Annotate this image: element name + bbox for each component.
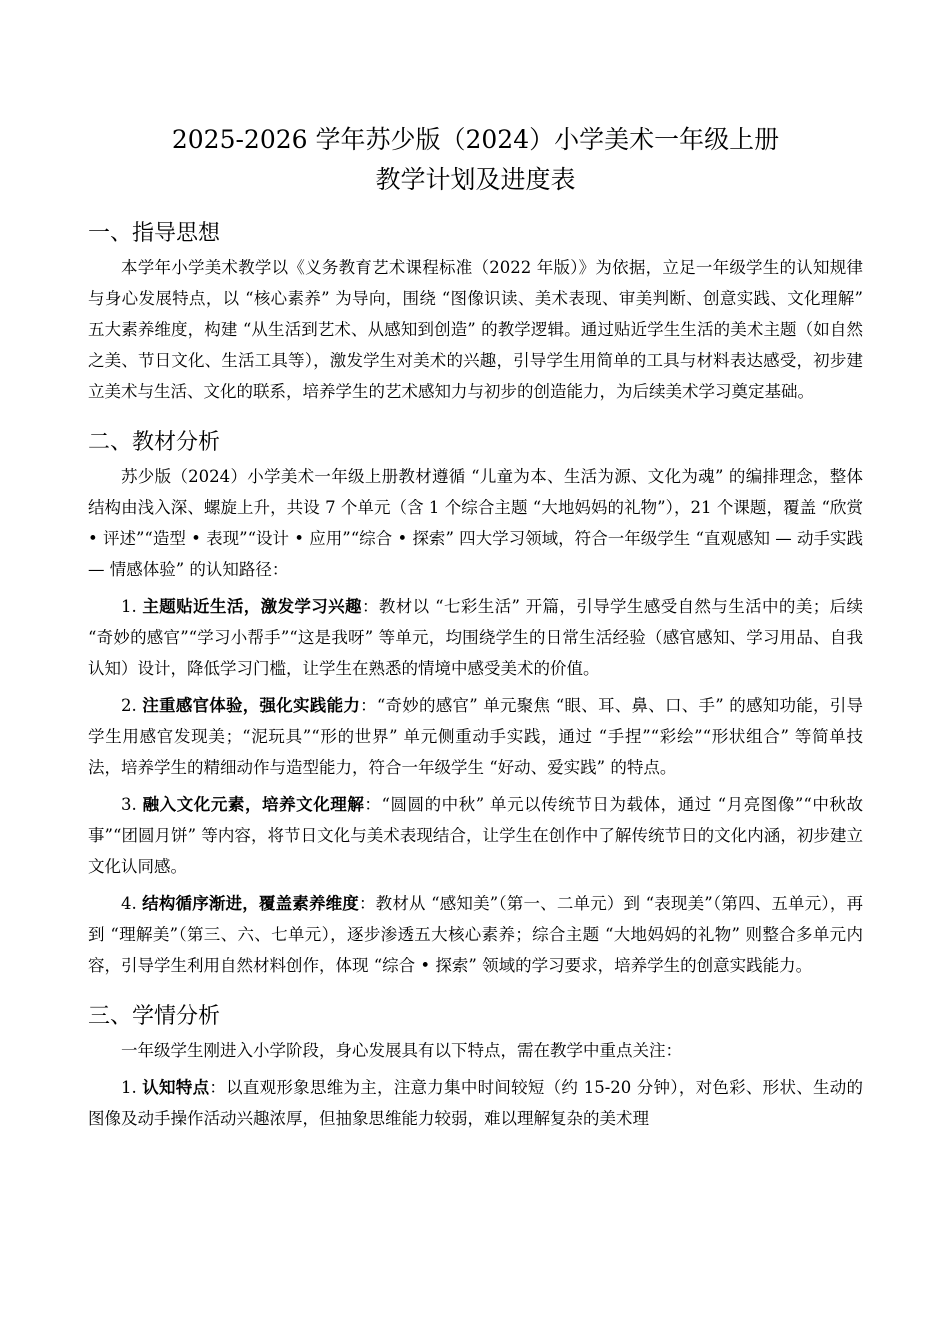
item-bold-title: 注重感官体验，强化实践能力 bbox=[142, 696, 361, 715]
paragraph-textbook-intro: 苏少版（2024）小学美术一年级上册教材遵循 “儿童为本、生活为源、文化为魂” 的编排理念，整体结构由浅入深、螺旋上升，共设 7 个单元（含 1 个综合主题 “大地妈妈的礼物”），21 个课题，覆盖 “欣赏 • 评述”“造型 • 表现”“设计 • 应用”“综合 • 探索” 四大学习领域，符合一年级学生 “直观感知 — 动手实践 — 情感体验” 的认知路径： bbox=[88, 467, 863, 579]
paragraph-student-intro: 一年级学生刚进入小学阶段，身心发展具有以下特点，需在教学中重点关注： bbox=[121, 1041, 682, 1060]
item-text: ：教材以 “七彩生活” 开篇，引导学生感受自然与生活中的美；后续 “奇妙的感官”“学习小帮手”“这是我呀” 等单元，均围绕学生的日常生活经验（感官感知、学习用品、自我认知）设计，降低学习门槛，让学生在熟悉的情境中感受美术的价值。 bbox=[88, 597, 863, 678]
item-text: ：“奇妙的感官” 单元聚焦 “眼、耳、鼻、口、手” 的感知功能，引导学生用感官发现美；“泥玩具”“形的世界” 单元侧重动手实践，通过 “手捏”“彩绘”“形状组合” 等简单技法，培养学生的精细动作与造型能力，符合一年级学生 “好动、爱实践” 的特点。 bbox=[88, 696, 863, 777]
item-number: 1. bbox=[121, 597, 143, 616]
item-bold-title: 结构循序渐进，覆盖素养维度 bbox=[142, 894, 359, 913]
document-title-line-2: 教学计划及进度表 bbox=[375, 165, 576, 194]
list-item bbox=[88, 1072, 863, 1134]
list-item bbox=[88, 789, 863, 882]
item-bold-title: 主题贴近生活，激发学习兴趣 bbox=[142, 597, 362, 616]
item-number: 3. bbox=[121, 795, 143, 814]
item-number: 4. bbox=[121, 894, 143, 913]
section-heading-textbook-analysis: 二、教材分析 bbox=[88, 430, 221, 455]
item-number: 1. bbox=[121, 1078, 143, 1097]
item-text: ：教材从 “感知美”（第一、二单元）到 “表现美”（第四、五单元），再到 “理解美”（第三、六、七单元），逐步渗透五大核心素养；综合主题 “大地妈妈的礼物” 则整合多单元内容，引导学生利用自然材料创作，体现 “综合 • 探索” 领域的学习要求，培养学生的创意实践能力。 bbox=[88, 894, 863, 975]
item-number: 2. bbox=[121, 696, 143, 715]
list-item bbox=[88, 591, 863, 684]
list-item bbox=[88, 690, 863, 783]
document-title-line-1: 2025-2026 学年苏少版（2024）小学美术一年级上册 bbox=[171, 125, 780, 154]
item-bold-title: 认知特点 bbox=[142, 1078, 210, 1097]
item-text: ：“圆圆的中秋” 单元以传统节日为载体，通过 “月亮图像”“中秋故事”“团圆月饼” 等内容，将节日文化与美术表现结合，让学生在创作中了解传统节日的文化内涵，初步建立文化认同感。 bbox=[88, 795, 864, 876]
item-bold-title: 融入文化元素，培养文化理解 bbox=[142, 795, 365, 814]
document-page bbox=[88, 120, 863, 1134]
section-heading-student-analysis: 三、学情分析 bbox=[88, 1004, 221, 1029]
list-item bbox=[88, 888, 863, 981]
section-heading-guiding-ideology: 一、指导思想 bbox=[88, 221, 221, 246]
paragraph-guiding-ideology: 本学年小学美术教学以《义务教育艺术课程标准（2022 年版）》为依据，立足一年级学生的认知规律与身心发展特点，以 “核心素养” 为导向，围绕 “图像识读、美术表现、审美判断、创意实践、文化理解” 五大素养维度，构建 “从生活到艺术、从感知到创造” 的教学逻辑。通过贴近学生生活的美术主题（如自然之美、节日文化、生活工具等），激发学生对美术的兴趣，引导学生用简单的工具与材料表达感受，初步建立美术与生活、文化的联系，培养学生的艺术感知力与初步的创造能力，为后续美术学习奠定基础。 bbox=[88, 258, 863, 401]
item-text: ：以直观形象思维为主，注意力集中时间较短（约 15-20 分钟），对色彩、形状、生动的图像及动手操作活动兴趣浓厚，但抽象思维能力较弱，难以理解复杂的美术理 bbox=[88, 1078, 864, 1128]
